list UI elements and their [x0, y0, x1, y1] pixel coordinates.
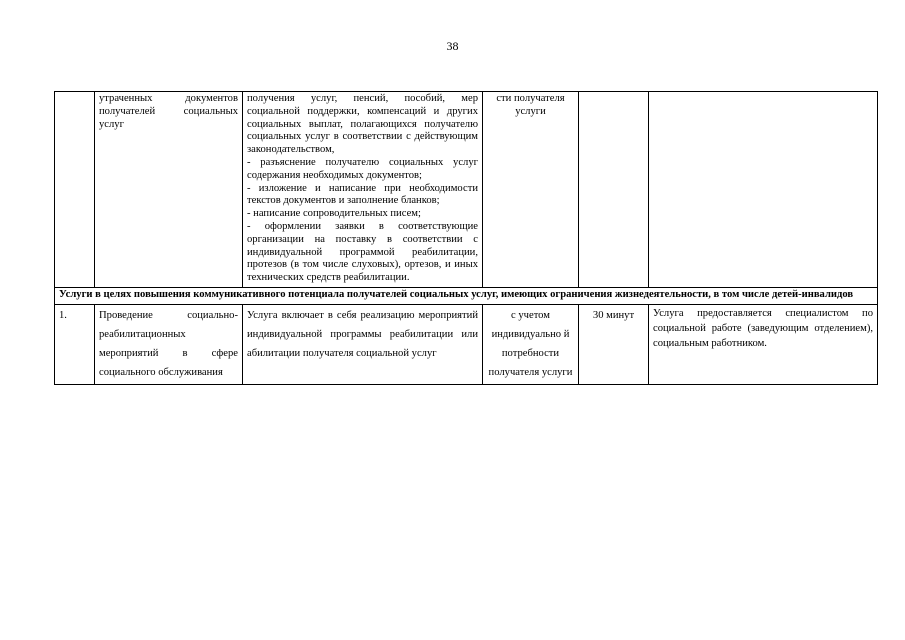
service-description-cell: Услуга включает в себя реализацию мероприятий индивидуальной программы реабилитации или абилитации получателя социальной услуг	[243, 304, 483, 384]
section-header-row	[55, 287, 878, 304]
description-line: - оформлении заявки в соответствующие организации на поставку в соответствии с индивидуальной программой реабилитации, протезов (в том числе слуховых), ортезов, и иных технических средств реабилитации.	[247, 220, 478, 284]
service-volume-cell: сти получателя услуги	[483, 92, 579, 288]
description-line: - изложение и написание при необходимости текстов документов и заполнение бланков;	[247, 182, 478, 207]
service-condition-cell: Услуга предоставляется специалистом по социальной работе (заведующим отделением), социальным работником.	[649, 304, 878, 384]
description-line: - разъяснение получателю социальных услуг содержания необходимых документов;	[247, 156, 478, 181]
service-condition-cell	[649, 92, 878, 288]
row-number-cell: 1.	[55, 304, 95, 384]
service-name-cell: утраченных документов получателей социальных услуг	[95, 92, 243, 288]
page-number: 38	[446, 39, 459, 53]
services-table	[54, 91, 878, 385]
table-row	[55, 92, 878, 288]
service-volume-cell: с учетом индивидуально й потребности получателя услуги	[483, 304, 579, 384]
table-row	[55, 304, 878, 384]
service-term-cell	[579, 92, 649, 288]
description-line: - написание сопроводительных писем;	[247, 208, 421, 220]
service-name-cell: Проведение социально-реабилитационных мероприятий в сфере социального обслуживания	[95, 304, 243, 384]
section-title: Услуги в целях повышения коммуникативного потенциала получателей социальных услуг, имеющих ограничения жизнедеятельности, в том числе детей-инвалидов	[55, 287, 878, 304]
row-number-cell	[55, 92, 95, 288]
description-line: получения услуг, пенсий, пособий, мер социальной поддержки, компенсаций и других социальных выплат, полагающихся получателю социальных услуг в соответствии с действующим законодательством,	[247, 93, 478, 156]
service-term-cell: 30 минут	[579, 304, 649, 384]
service-description-cell	[243, 92, 483, 288]
